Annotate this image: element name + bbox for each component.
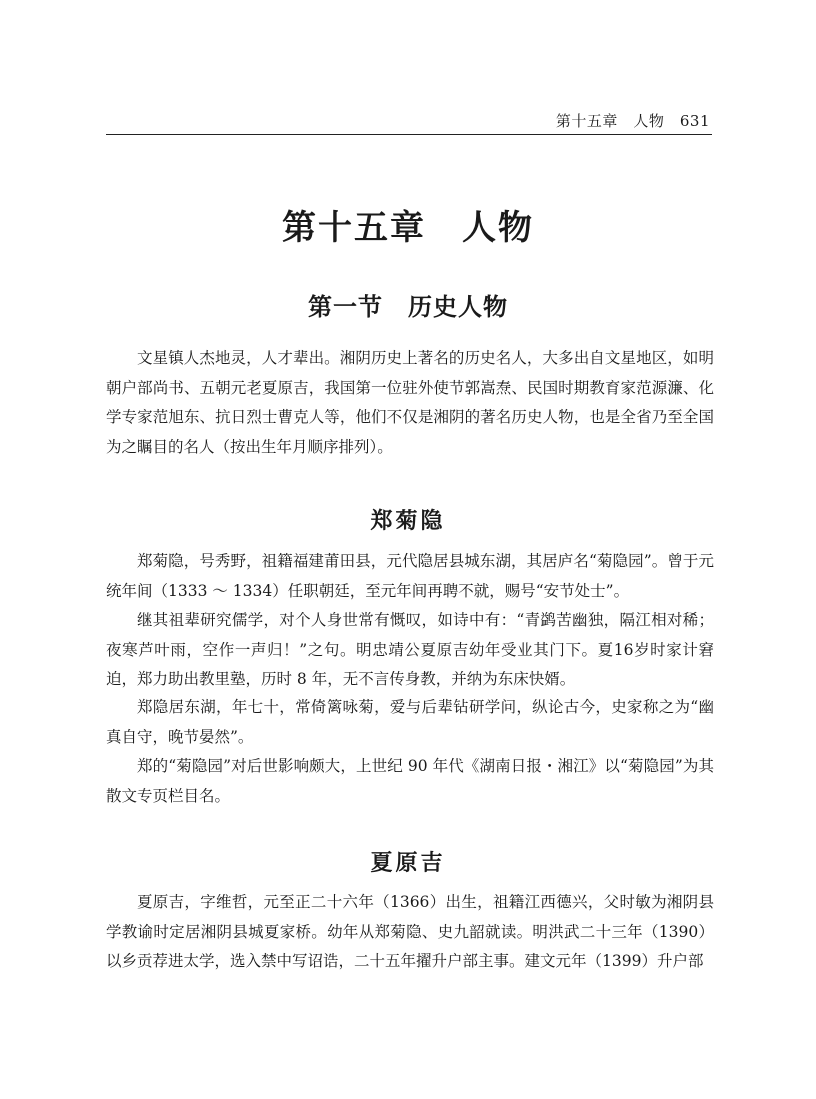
person-heading-xia-yuanji: 夏原吉 (370, 851, 446, 876)
paragraph: 郑菊隐，号秀野，祖籍福建莆田县，元代隐居县城东湖，其居庐名“菊隐园”。曾于元统年间（1333 ～ 1334）任职朝廷，至元年间再聘不就，赐号“安节处士”。 (106, 552, 714, 600)
paragraph: 郑隐居东湖，年七十，常倚篱咏菊，爱与后辈钻研学问，纵论古今，史家称之为“幽真自守，晚节晏然”。 (106, 698, 714, 746)
running-header (106, 110, 712, 135)
intro-paragraph: 文星镇人杰地灵，人才辈出。湘阴历史上著名的历史名人，大多出自文星地区，如明朝户部尚书、五朝元老夏原吉，我国第一位驻外使节郭嵩焘、民国时期教育家范源濂、化学专家范旭东、抗日烈士曹克人等，他们不仅是湘阴的著名历史人物，也是全省乃至全国为之瞩目的名人（按出生年月顺序排列）。 (106, 349, 714, 456)
person-heading-zheng-juyin: 郑菊隐 (370, 509, 446, 534)
paragraph: 继其祖辈研究儒学，对个人身世常有慨叹，如诗中有：“青鹢苦幽独，隔江相对稀；夜寒芦叶雨，空作一声归！”之句。明忠靖公夏原吉幼年受业其门下。夏16岁时家计窘迫，郑力助出教里塾，历时 8 年，无不言传身教，并纳为东床快婿。 (106, 611, 714, 688)
chapter-title: 第十五章 人物 (282, 208, 534, 248)
section-title: 第一节 历史人物 (308, 292, 508, 321)
paragraph: 夏原吉，字维哲，元至正二十六年（1366）出生，祖籍江西德兴，父时敏为湘阴县学教谕时定居湘阴县城夏家桥。幼年从郑菊隐、史九韶就读。明洪武二十三年（1390）以乡贡荐进太学，选入禁中写诏诰，二十五年擢升户部主事。建文元年（1399）升户部 (106, 893, 714, 970)
paragraph: 郑的“菊隐园”对后世影响颇大，上世纪 90 年代《湖南日报・湘江》以“菊隐园”为其散文专页栏目名。 (106, 757, 714, 805)
running-header-text: 第十五章 人物 631 (555, 112, 710, 130)
